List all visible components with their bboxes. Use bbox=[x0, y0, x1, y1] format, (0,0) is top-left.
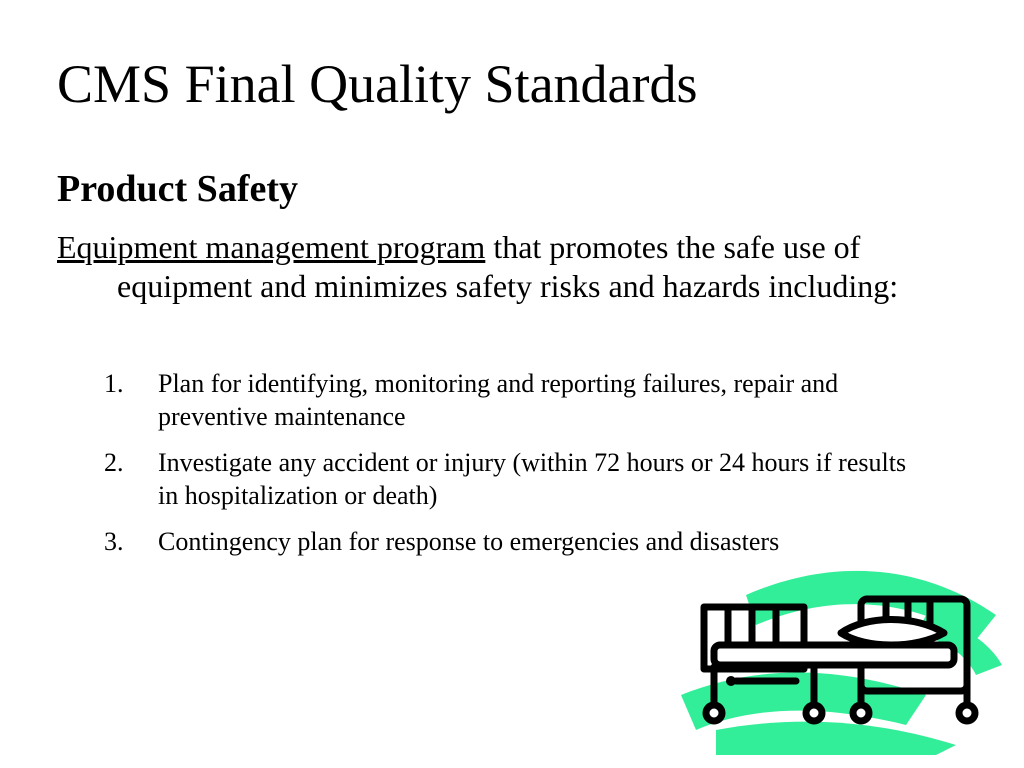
intro-underlined-term: Equipment management program bbox=[57, 229, 486, 265]
section-heading: Product Safety bbox=[57, 168, 298, 210]
wheel bbox=[853, 705, 869, 721]
list-item-number: 1. bbox=[104, 369, 124, 398]
list-item-text: Contingency plan for response to emergencies and disasters bbox=[158, 527, 780, 556]
intro-paragraph bbox=[57, 228, 987, 306]
list-item-text: Investigate any accident or injury (within 72 hours or 24 hours if results in hospitalization or death) bbox=[158, 448, 907, 510]
intro-text: that promotes the safe use of equipment and minimizes safety risks and hazards including: bbox=[117, 229, 899, 304]
list-item-number: 3. bbox=[104, 527, 124, 556]
wheel bbox=[959, 705, 975, 721]
list-item-number: 2. bbox=[104, 448, 124, 477]
list-item bbox=[104, 446, 924, 512]
hospital-bed-icon bbox=[676, 555, 1002, 755]
numbered-list bbox=[104, 367, 924, 571]
list-item bbox=[104, 367, 924, 433]
mattress bbox=[714, 645, 954, 665]
pillow bbox=[841, 620, 944, 646]
wheel bbox=[806, 705, 822, 721]
page-title: CMS Final Quality Standards bbox=[57, 54, 698, 114]
list-item bbox=[104, 525, 924, 558]
wheel bbox=[706, 705, 722, 721]
list-item-text: Plan for identifying, monitoring and reporting failures, repair and preventive maintenance bbox=[158, 369, 839, 431]
